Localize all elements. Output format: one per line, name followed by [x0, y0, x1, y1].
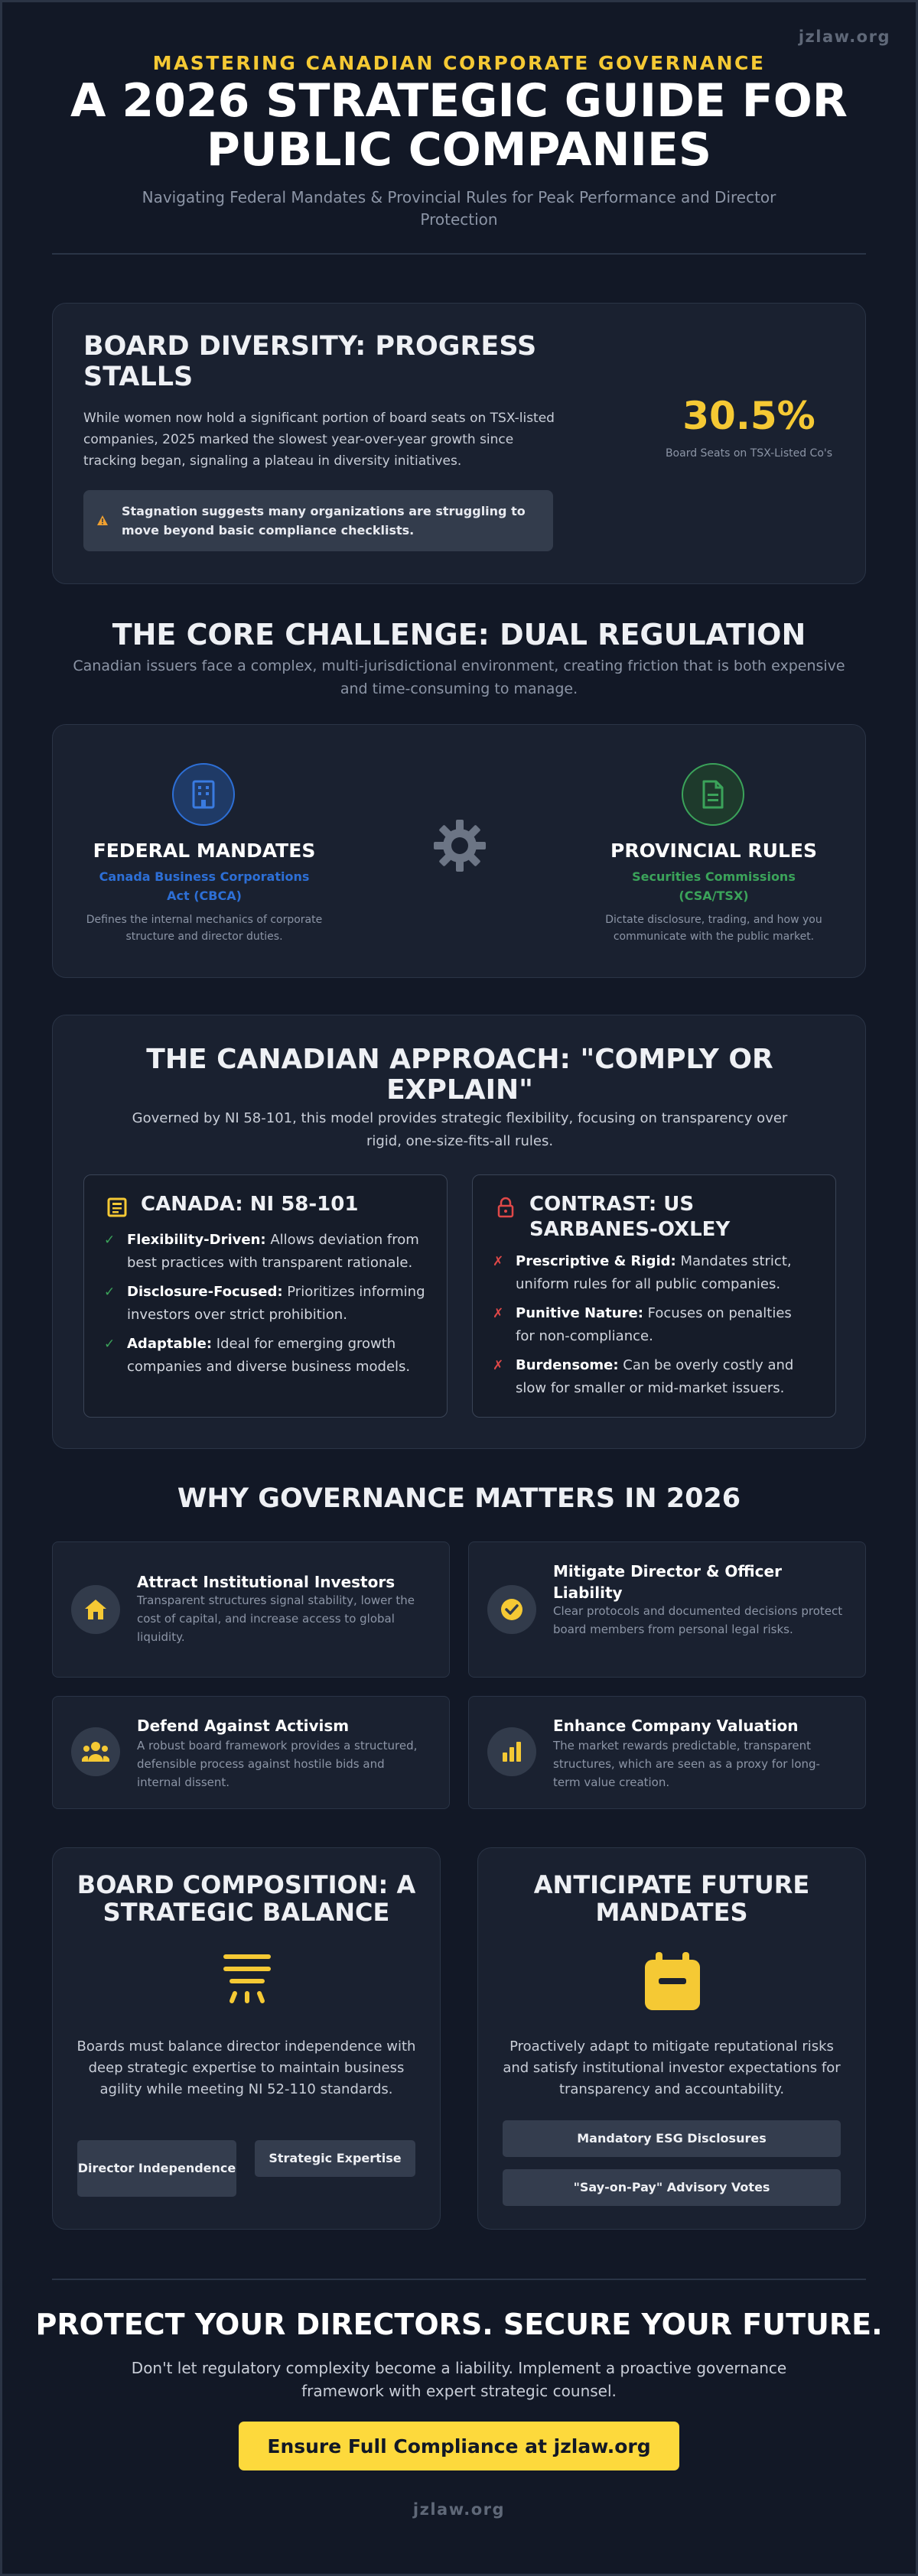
site-watermark-bottom: jzlaw.org [412, 2500, 506, 2519]
bullet-text: Mandates strict, uniform rules for all public companies. [516, 1253, 792, 1292]
tag-strategic-expertise: Strategic Expertise [255, 2140, 415, 2177]
why-item-title: Enhance Company Valuation [553, 1717, 799, 1735]
compliance-cta-button[interactable]: Ensure Full Compliance at jzlaw.org [239, 2422, 679, 2470]
core-title: THE CORE CHALLENGE: DUAL REGULATION [112, 618, 806, 651]
diversity-title: BOARD DIVERSITY: PROGRESS STALLS [83, 331, 537, 392]
calendar-icon [642, 1951, 703, 2012]
bullet-text: Can be overly costly and slow for smaller or mid-market issuers. [516, 1357, 794, 1396]
future-desc: Proactively adapt to mitigate reputational risks and satisfy institutional investor expectations for transparency and accountability. [503, 2038, 841, 2097]
gear-icon [431, 817, 489, 875]
bullet-text: Ideal for emerging growth companies and diverse business models. [127, 1336, 411, 1375]
bar-chart-icon [487, 1727, 536, 1776]
bullet-bold: Flexibility-Driven: [127, 1232, 266, 1248]
home-icon [71, 1585, 120, 1634]
core-subtitle: Canadian issuers face a complex, multi-jurisdictional environment, creating friction that is both expensive and time-consuming to manage. [73, 658, 845, 697]
site-watermark-top: jzlaw.org [798, 28, 890, 46]
approach-title: THE CANADIAN APPROACH: "COMPLY OR EXPLAIN" [146, 1044, 773, 1106]
diversity-body: While women now hold a significant portion of board seats on TSX-listed companies, 2025 marked the slowest year-over-year growth since tracking began, signaling a plateau in diversity initiatives. [83, 411, 555, 469]
canada-card [83, 1174, 448, 1418]
bullet-bold: Punitive Nature: [516, 1305, 643, 1321]
future-card [477, 1847, 866, 2230]
approach-subtitle: Governed by NI 58-101, this model provides strategic flexibility, focusing on transparency over rigid, one-size-fits-all rules. [132, 1110, 788, 1149]
users-icon [71, 1727, 120, 1776]
federal-title: FEDERAL MANDATES [93, 840, 316, 862]
why-card [52, 1541, 450, 1678]
stat-value: 30.5% [682, 394, 815, 438]
dual-regulation-card [52, 724, 866, 978]
composition-desc: Boards must balance director independence with deep strategic expertise to maintain business agility while meeting NI 52-110 standards. [76, 2038, 416, 2097]
why-card [468, 1696, 866, 1809]
bullet-text: Focuses on penalties for non-compliance. [516, 1305, 792, 1344]
list-item [493, 1302, 814, 1348]
us-title: CONTRAST: US SARBANES-OXLEY [529, 1193, 731, 1241]
why-item-title: Defend Against Activism [137, 1717, 350, 1735]
divider [52, 2279, 866, 2280]
why-item-title: Mitigate Director & Officer Liability [553, 1562, 782, 1602]
us-card [472, 1174, 836, 1418]
cta-title: PROTECT YOUR DIRECTORS. SECURE YOUR FUTURE. [35, 2308, 883, 2341]
why-item-desc: Transparent structures signal stability, lower the cost of capital, and increase access to global liquidity. [137, 1593, 415, 1644]
provincial-subtitle: Securities Commissions (CSA/TSX) [632, 869, 796, 903]
check-icon: ✓ [104, 1233, 116, 1248]
warning-text: Stagnation suggests many organizations are struggling to move beyond basic compliance checklists. [122, 504, 526, 538]
newspaper-icon [106, 1196, 129, 1219]
bullet-bold: Burdensome: [516, 1357, 619, 1373]
bullet-bold: Disclosure-Focused: [127, 1284, 283, 1300]
stat-label: Board Seats on TSX-Listed Co's [665, 447, 833, 460]
balance-icon [220, 1951, 275, 2006]
bullet-bold: Prescriptive & Rigid: [516, 1253, 676, 1269]
list-item [493, 1354, 814, 1400]
list-item [104, 1229, 425, 1275]
hero-eyebrow: MASTERING CANADIAN CORPORATE GOVERNANCE [152, 52, 766, 74]
composition-card [52, 1847, 441, 2230]
diversity-card [52, 303, 866, 584]
bullet-text: Prioritizes informing investors over strict prohibition. [127, 1284, 425, 1323]
page-title: A 2026 STRATEGIC GUIDE FOR PUBLIC COMPANIES [70, 74, 848, 177]
tag-say-on-pay: "Say-on-Pay" Advisory Votes [503, 2169, 841, 2206]
cross-icon: ✗ [493, 1358, 504, 1373]
future-title: ANTICIPATE FUTURE MANDATES [533, 1870, 810, 1927]
tag-esg-disclosures: Mandatory ESG Disclosures [503, 2120, 841, 2157]
warning-icon [97, 514, 108, 528]
why-item-desc: The market rewards predictable, transparent structures, which are seen as a proxy for long-term value creation. [553, 1739, 820, 1789]
why-card [52, 1696, 450, 1809]
page-subtitle: Navigating Federal Mandates & Provincial Rules for Peak Performance and Director Protection [142, 188, 776, 229]
document-icon [682, 763, 744, 826]
tag-director-independence: Director Independence [77, 2140, 236, 2197]
why-item-desc: A robust board framework provides a structured, defensible process against hostile bids and internal dissent. [137, 1739, 418, 1789]
check-badge-icon [487, 1585, 536, 1634]
check-icon: ✓ [104, 1337, 116, 1352]
warning-callout [83, 490, 553, 551]
bullet-text: Allows deviation from best practices with transparent rationale. [127, 1232, 419, 1271]
why-item-desc: Clear protocols and documented decisions protect board members from personal legal risks. [553, 1604, 843, 1636]
building-icon [172, 763, 235, 826]
list-item [104, 1333, 425, 1379]
why-title: WHY GOVERNANCE MATTERS IN 2026 [177, 1483, 741, 1514]
bullet-bold: Adaptable: [127, 1336, 213, 1352]
check-icon: ✓ [104, 1285, 116, 1300]
lock-icon [494, 1196, 517, 1219]
composition-title: BOARD COMPOSITION: A STRATEGIC BALANCE [76, 1870, 416, 1927]
divider [52, 253, 866, 255]
cross-icon: ✗ [493, 1306, 504, 1321]
why-card [468, 1541, 866, 1678]
list-item [493, 1250, 814, 1296]
why-item-title: Attract Institutional Investors [137, 1573, 396, 1591]
approach-card [52, 1015, 866, 1449]
cross-icon: ✗ [493, 1254, 504, 1269]
provincial-description: Dictate disclosure, trading, and how you communicate with the public market. [605, 914, 822, 943]
cta-subtitle: Don't let regulatory complexity become a liability. Implement a proactive governance framework with expert strategic counsel. [131, 2359, 787, 2400]
canada-title: CANADA: NI 58-101 [141, 1193, 359, 1216]
federal-subtitle: Canada Business Corporations Act (CBCA) [99, 869, 310, 903]
provincial-title: PROVINCIAL RULES [610, 840, 817, 862]
federal-description: Defines the internal mechanics of corporate structure and director duties. [86, 914, 323, 943]
list-item [104, 1281, 425, 1327]
